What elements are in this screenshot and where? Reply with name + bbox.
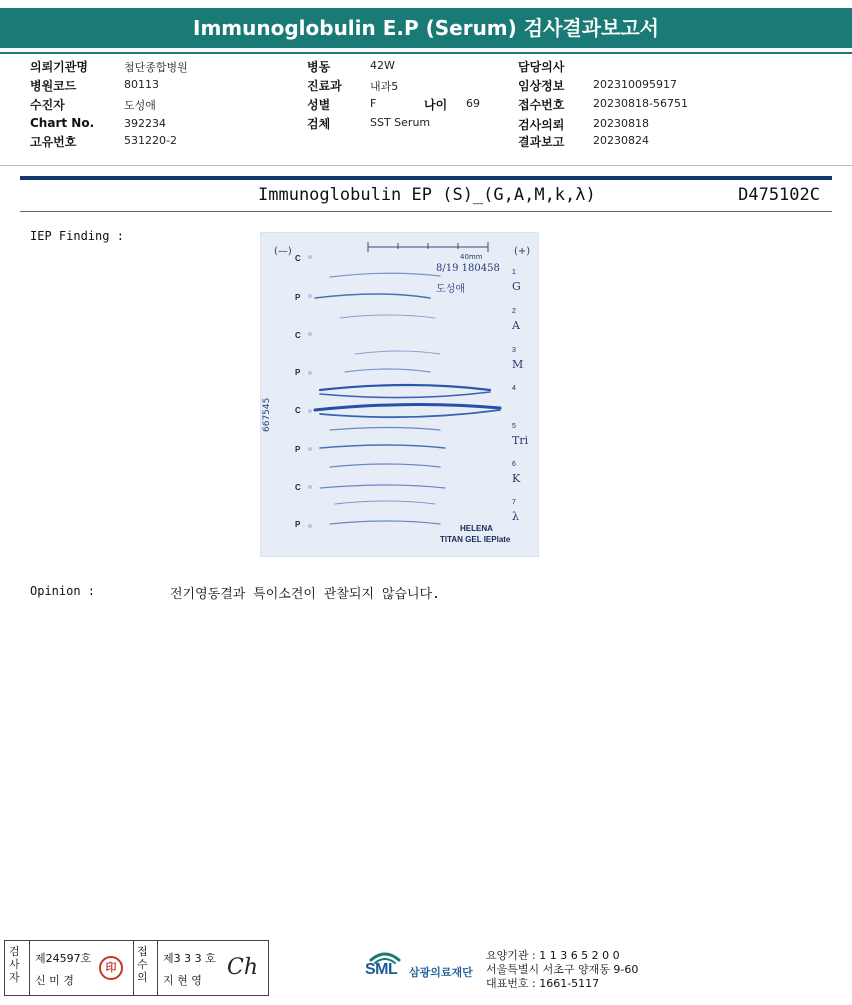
lab-phone: 대표번호 : 1661-5117: [486, 977, 600, 990]
gel-lane-c-label: C: [295, 483, 301, 492]
gel-plus-sign: (+): [514, 246, 531, 257]
request-value: 20230818: [593, 117, 649, 130]
gel-handwritten-name: 도성애: [436, 284, 465, 295]
signature-box: [4, 940, 269, 996]
report-label: 결과보고: [518, 135, 565, 149]
age-label: 나이: [424, 98, 448, 112]
section-divider: [20, 176, 832, 180]
gel-lane-p-label: P: [295, 368, 301, 377]
ward-value: 42W: [370, 59, 395, 72]
gel-lane-number: 2: [512, 308, 516, 315]
iep-finding-label: IEP Finding :: [30, 229, 124, 243]
test-code: D475102C: [738, 185, 820, 205]
gel-antiserum-label: Tri: [512, 434, 529, 447]
dept-label: 진료과: [307, 79, 342, 93]
unique-value: 531220-2: [124, 134, 177, 147]
report-title: Immunoglobulin E.P (Serum) 검사결과보고서: [0, 8, 852, 48]
gel-antiserum-label: M: [512, 358, 524, 371]
receipt-value: 20230818-56751: [593, 97, 688, 110]
test-divider: [20, 211, 832, 212]
gel-side-number: 667545: [262, 397, 272, 432]
gel-antiserum-label: λ: [512, 510, 519, 523]
iep-gel-image: [260, 232, 539, 557]
gel-lane-c-label: C: [295, 406, 301, 415]
gel-lane-number: 7: [512, 499, 516, 506]
sex-value: F: [370, 97, 377, 110]
gel-lane-c-label: C: [295, 254, 301, 263]
lab-address: 서울특별시 서초구 양재동 9-60: [486, 963, 639, 976]
gel-lane-number: 6: [512, 461, 516, 468]
clinical-label: 임상정보: [518, 79, 565, 93]
unique-label: 고유번호: [30, 135, 77, 149]
opinion-label: Opinion :: [30, 584, 96, 598]
opinion-text: 전기영동결과 특이소견이 관찰되지 않습니다.: [170, 587, 440, 602]
gel-lane-p-label: P: [295, 293, 301, 302]
hospital-code-label: 병원코드: [30, 79, 77, 93]
specimen-value: SST Serum: [370, 116, 431, 129]
lab-info: [486, 949, 638, 991]
tester-seal: 印: [99, 956, 123, 980]
tester-license: 제24597호: [35, 952, 92, 965]
lab-code: 요양기관 : 1 1 3 6 5 2 0 0: [486, 949, 620, 962]
ward-label: 병동: [307, 60, 331, 74]
logo-text: SML: [365, 961, 398, 978]
request-label: 검사의뢰: [518, 118, 565, 132]
institution-label: 의뢰기관명: [30, 60, 88, 74]
institution-value: 첨단종합병원: [124, 61, 188, 74]
doctor-label: 담당의사: [518, 60, 565, 74]
age-value: 69: [466, 97, 480, 110]
gel-lane-number: 4: [512, 385, 516, 392]
reviewer-label: 접수의: [137, 945, 148, 984]
gel-handwritten-id: 8/19 180458: [436, 263, 500, 274]
tester-name: 신 미 경: [35, 974, 74, 987]
reviewer-signature: Ch: [227, 955, 259, 980]
specimen-label: 검체: [307, 117, 331, 131]
patient-label: 수진자: [30, 98, 65, 112]
hospital-code-value: 80113: [124, 78, 159, 91]
test-name: Immunoglobulin EP (S)_(G,A,M,k,λ): [258, 185, 596, 205]
gel-lane-p-label: P: [295, 445, 301, 454]
dept-value: 내과5: [370, 80, 399, 93]
gel-antiserum-label: A: [512, 319, 520, 332]
gel-lane-p-label: P: [295, 520, 301, 529]
reviewer-license: 제3 3 3 호: [163, 952, 216, 965]
gel-antiserum-label: K: [512, 472, 521, 485]
chart-label: Chart No.: [30, 116, 95, 130]
gel-lane-number: 3: [512, 347, 516, 354]
gel-antiserum-label: G: [512, 280, 521, 293]
gel-lane-number: 1: [512, 269, 516, 276]
receipt-label: 접수번호: [518, 98, 565, 112]
gel-lane-c-label: C: [295, 331, 301, 340]
gel-scale-label: 40mm: [460, 253, 483, 261]
gel-lane-number: 5: [512, 423, 516, 430]
report-value: 20230824: [593, 134, 649, 147]
patient-value: 도성애: [124, 99, 156, 112]
tester-label: 검사자: [9, 945, 20, 984]
gel-minus-sign: (—): [274, 246, 292, 257]
sex-label: 성별: [307, 98, 331, 112]
gel-brand-line1: HELENA: [460, 524, 493, 533]
clinical-value: 202310095917: [593, 78, 677, 91]
chart-value: 392234: [124, 117, 166, 130]
gel-brand-line2: TITAN GEL IEPlate: [440, 535, 511, 544]
reviewer-name: 지 현 영: [163, 974, 202, 987]
org-name: 삼광의료재단: [409, 966, 473, 979]
patient-info-section: [0, 54, 852, 166]
